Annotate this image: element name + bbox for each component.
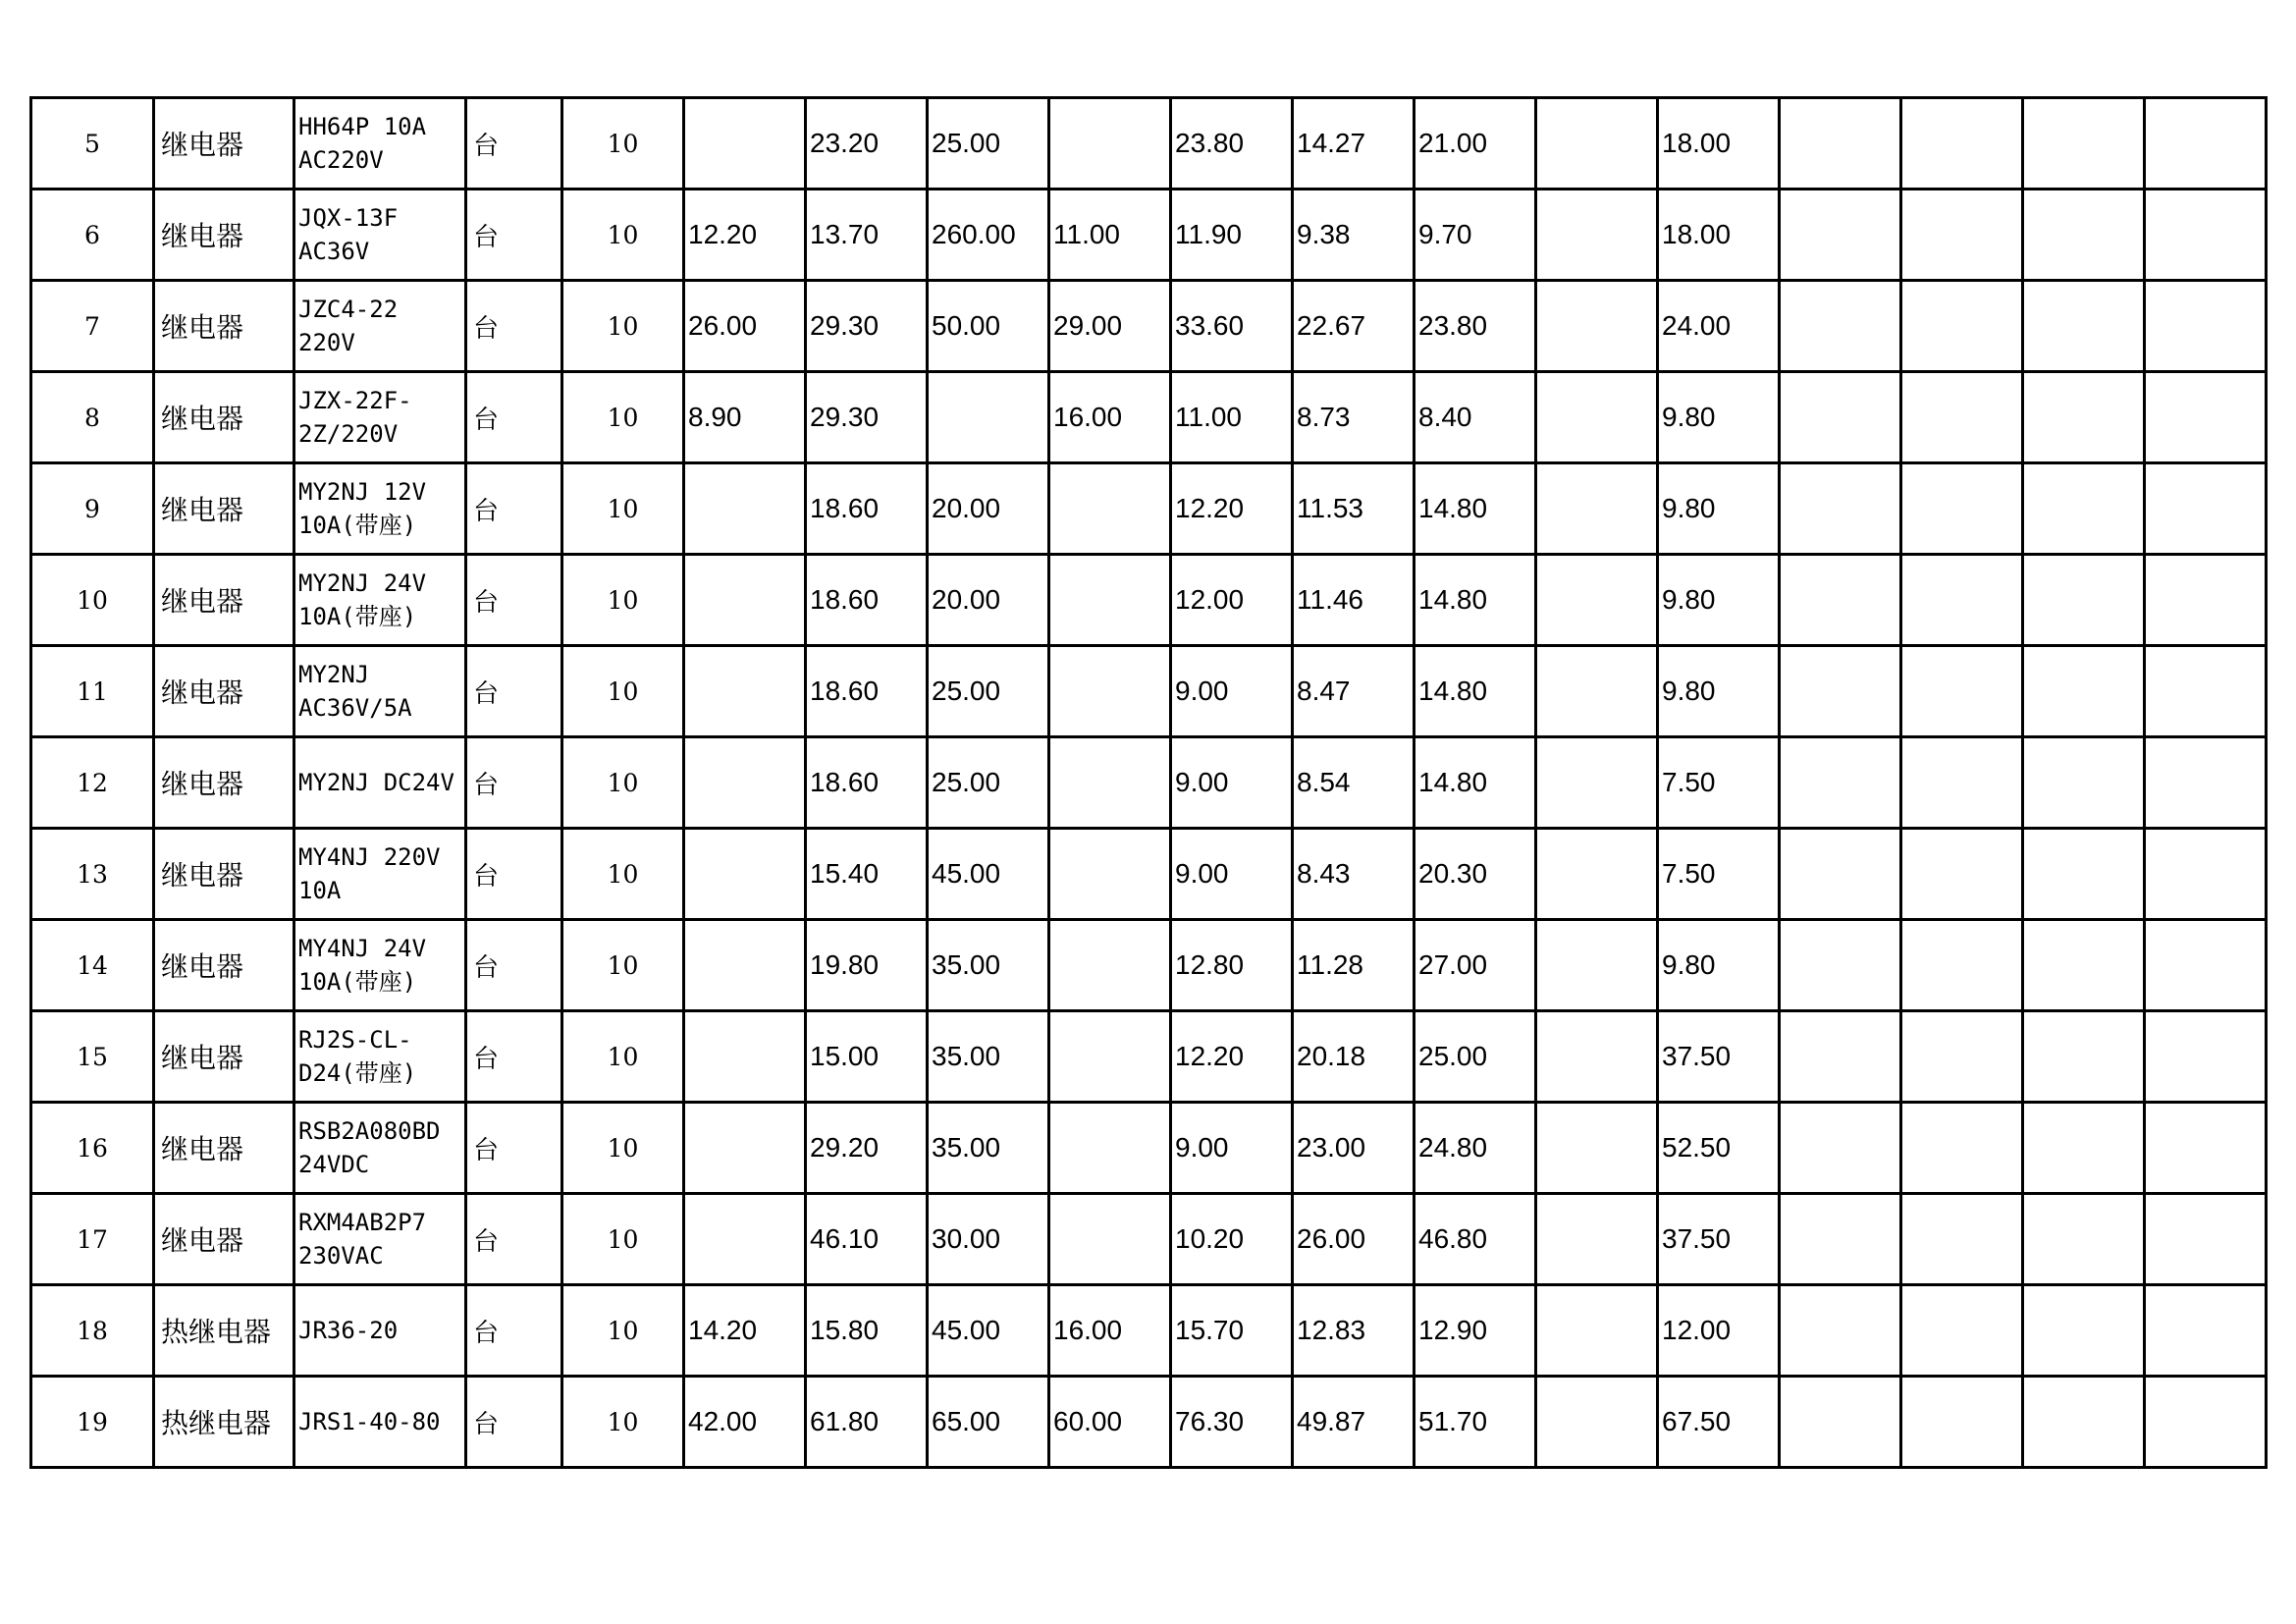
model-cell: RJ2S-CL- D24(带座) xyxy=(294,1011,466,1103)
price-cell: 20.30 xyxy=(1415,829,1536,920)
price-cell xyxy=(1780,1103,1901,1194)
price-cell xyxy=(684,1103,806,1194)
table-row xyxy=(31,1285,2267,1377)
price-cell xyxy=(1780,1011,1901,1103)
price-cell xyxy=(1780,189,1901,281)
price-cell: 9.00 xyxy=(1171,646,1293,737)
quantity-cell: 10 xyxy=(562,1285,684,1377)
price-cell: 8.47 xyxy=(1293,646,1415,737)
price-cell xyxy=(2145,463,2267,555)
unit-cell: 台 xyxy=(466,1194,562,1285)
price-cell: 18.00 xyxy=(1658,189,1780,281)
price-cell xyxy=(1536,98,1658,189)
price-cell: 7.50 xyxy=(1658,737,1780,829)
table-row xyxy=(31,463,2267,555)
price-cell: 15.70 xyxy=(1171,1285,1293,1377)
price-cell: 15.40 xyxy=(806,829,928,920)
quantity-cell: 10 xyxy=(562,920,684,1011)
price-cell: 12.20 xyxy=(1171,463,1293,555)
quantity-cell: 10 xyxy=(562,463,684,555)
price-cell xyxy=(2023,463,2145,555)
unit-cell: 台 xyxy=(466,1011,562,1103)
price-cell xyxy=(1780,555,1901,646)
price-cell: 14.80 xyxy=(1415,555,1536,646)
row-number-cell: 5 xyxy=(31,98,154,189)
price-cell xyxy=(1049,1194,1171,1285)
price-cell xyxy=(1536,555,1658,646)
price-cell: 35.00 xyxy=(928,1011,1049,1103)
price-cell: 27.00 xyxy=(1415,920,1536,1011)
price-cell: 33.60 xyxy=(1171,281,1293,372)
price-cell: 14.27 xyxy=(1293,98,1415,189)
price-cell xyxy=(1901,463,2023,555)
price-cell: 14.20 xyxy=(684,1285,806,1377)
price-cell: 19.80 xyxy=(806,920,928,1011)
price-cell: 18.60 xyxy=(806,737,928,829)
price-cell xyxy=(1049,1103,1171,1194)
price-cell: 16.00 xyxy=(1049,372,1171,463)
quantity-cell: 10 xyxy=(562,372,684,463)
model-cell: HH64P 10A AC220V xyxy=(294,98,466,189)
price-cell xyxy=(1536,1011,1658,1103)
model-cell: MY2NJ 24V 10A(带座) xyxy=(294,555,466,646)
price-cell xyxy=(1536,1285,1658,1377)
price-cell: 26.00 xyxy=(684,281,806,372)
price-cell xyxy=(1049,646,1171,737)
price-cell: 29.30 xyxy=(806,281,928,372)
model-cell: MY2NJ AC36V/5A xyxy=(294,646,466,737)
price-cell: 9.00 xyxy=(1171,829,1293,920)
price-cell xyxy=(2145,646,2267,737)
price-cell: 9.80 xyxy=(1658,646,1780,737)
quantity-cell: 10 xyxy=(562,555,684,646)
price-cell xyxy=(1536,829,1658,920)
price-cell xyxy=(2023,1377,2145,1468)
price-cell: 12.90 xyxy=(1415,1285,1536,1377)
quantity-cell: 10 xyxy=(562,281,684,372)
price-cell xyxy=(1780,1285,1901,1377)
price-cell xyxy=(1780,646,1901,737)
price-cell xyxy=(1901,372,2023,463)
price-cell: 24.00 xyxy=(1658,281,1780,372)
price-cell xyxy=(1049,463,1171,555)
unit-cell: 台 xyxy=(466,281,562,372)
price-cell: 24.80 xyxy=(1415,1103,1536,1194)
price-cell xyxy=(1901,1103,2023,1194)
price-cell xyxy=(2145,1285,2267,1377)
unit-cell: 台 xyxy=(466,98,562,189)
price-cell xyxy=(1901,1377,2023,1468)
price-cell: 29.20 xyxy=(806,1103,928,1194)
price-cell xyxy=(1780,737,1901,829)
row-number-cell: 16 xyxy=(31,1103,154,1194)
table-row xyxy=(31,646,2267,737)
price-cell: 21.00 xyxy=(1415,98,1536,189)
price-cell: 20.00 xyxy=(928,555,1049,646)
price-cell: 45.00 xyxy=(928,1285,1049,1377)
row-number-cell: 6 xyxy=(31,189,154,281)
price-cell xyxy=(1049,737,1171,829)
price-cell xyxy=(684,98,806,189)
price-cell xyxy=(1780,98,1901,189)
price-cell xyxy=(684,1011,806,1103)
price-cell xyxy=(684,1194,806,1285)
table-row xyxy=(31,281,2267,372)
price-cell: 60.00 xyxy=(1049,1377,1171,1468)
model-cell: RXM4AB2P7 230VAC xyxy=(294,1194,466,1285)
model-cell: JRS1-40-80 xyxy=(294,1377,466,1468)
price-cell: 9.00 xyxy=(1171,1103,1293,1194)
unit-cell: 台 xyxy=(466,1285,562,1377)
price-cell: 26.00 xyxy=(1293,1194,1415,1285)
price-cell: 37.50 xyxy=(1658,1011,1780,1103)
price-cell xyxy=(2023,1285,2145,1377)
price-cell xyxy=(2023,1194,2145,1285)
table-row xyxy=(31,372,2267,463)
model-cell: MY2NJ 12V 10A(带座) xyxy=(294,463,466,555)
price-cell xyxy=(1049,920,1171,1011)
price-cell xyxy=(1901,189,2023,281)
price-cell: 15.00 xyxy=(806,1011,928,1103)
price-cell xyxy=(2145,920,2267,1011)
quantity-cell: 10 xyxy=(562,829,684,920)
price-cell: 29.30 xyxy=(806,372,928,463)
price-cell xyxy=(1536,1103,1658,1194)
price-cell: 23.20 xyxy=(806,98,928,189)
unit-cell: 台 xyxy=(466,920,562,1011)
price-cell xyxy=(1901,920,2023,1011)
unit-cell: 台 xyxy=(466,463,562,555)
item-name-cell: 继电器 xyxy=(154,281,294,372)
quantity-cell: 10 xyxy=(562,189,684,281)
price-cell: 12.80 xyxy=(1171,920,1293,1011)
quantity-cell: 10 xyxy=(562,1103,684,1194)
item-name-cell: 继电器 xyxy=(154,1103,294,1194)
model-cell: MY4NJ 24V 10A(带座) xyxy=(294,920,466,1011)
price-cell: 46.80 xyxy=(1415,1194,1536,1285)
unit-cell: 台 xyxy=(466,1103,562,1194)
price-cell: 18.60 xyxy=(806,463,928,555)
price-cell: 8.90 xyxy=(684,372,806,463)
price-cell: 67.50 xyxy=(1658,1377,1780,1468)
item-name-cell: 继电器 xyxy=(154,555,294,646)
item-name-cell: 继电器 xyxy=(154,1194,294,1285)
price-cell: 8.54 xyxy=(1293,737,1415,829)
price-cell xyxy=(2145,555,2267,646)
quantity-cell: 10 xyxy=(562,737,684,829)
quantity-cell: 10 xyxy=(562,1377,684,1468)
price-cell: 12.83 xyxy=(1293,1285,1415,1377)
price-cell: 10.20 xyxy=(1171,1194,1293,1285)
quantity-cell: 10 xyxy=(562,1194,684,1285)
table-row xyxy=(31,98,2267,189)
price-cell: 12.00 xyxy=(1171,555,1293,646)
price-cell: 25.00 xyxy=(928,737,1049,829)
price-cell xyxy=(1536,1194,1658,1285)
unit-cell: 台 xyxy=(466,737,562,829)
price-cell xyxy=(1780,1377,1901,1468)
price-cell: 260.00 xyxy=(928,189,1049,281)
price-cell: 30.00 xyxy=(928,1194,1049,1285)
price-cell xyxy=(1049,555,1171,646)
price-cell: 9.80 xyxy=(1658,920,1780,1011)
price-cell: 61.80 xyxy=(806,1377,928,1468)
table-row xyxy=(31,737,2267,829)
price-cell xyxy=(2145,829,2267,920)
price-cell xyxy=(1536,372,1658,463)
price-cell: 20.18 xyxy=(1293,1011,1415,1103)
unit-cell: 台 xyxy=(466,189,562,281)
price-cell: 76.30 xyxy=(1171,1377,1293,1468)
price-cell: 42.00 xyxy=(684,1377,806,1468)
price-cell: 65.00 xyxy=(928,1377,1049,1468)
table-row xyxy=(31,1103,2267,1194)
price-cell: 9.38 xyxy=(1293,189,1415,281)
row-number-cell: 13 xyxy=(31,829,154,920)
row-number-cell: 10 xyxy=(31,555,154,646)
price-cell: 9.00 xyxy=(1171,737,1293,829)
price-cell: 18.60 xyxy=(806,646,928,737)
row-number-cell: 17 xyxy=(31,1194,154,1285)
price-cell: 7.50 xyxy=(1658,829,1780,920)
price-cell: 18.00 xyxy=(1658,98,1780,189)
model-cell: MY2NJ DC24V xyxy=(294,737,466,829)
price-cell xyxy=(1901,98,2023,189)
price-cell: 23.00 xyxy=(1293,1103,1415,1194)
price-cell xyxy=(2023,1011,2145,1103)
price-cell: 12.20 xyxy=(684,189,806,281)
price-cell: 11.28 xyxy=(1293,920,1415,1011)
row-number-cell: 9 xyxy=(31,463,154,555)
unit-cell: 台 xyxy=(466,646,562,737)
price-cell: 11.00 xyxy=(1171,372,1293,463)
price-cell xyxy=(1780,372,1901,463)
price-cell: 23.80 xyxy=(1171,98,1293,189)
price-cell: 14.80 xyxy=(1415,463,1536,555)
price-cell xyxy=(2023,920,2145,1011)
item-name-cell: 继电器 xyxy=(154,189,294,281)
price-cell: 14.80 xyxy=(1415,646,1536,737)
item-name-cell: 继电器 xyxy=(154,372,294,463)
price-cell xyxy=(2023,737,2145,829)
price-cell xyxy=(1901,646,2023,737)
price-cell xyxy=(2145,98,2267,189)
price-cell: 15.80 xyxy=(806,1285,928,1377)
price-cell: 9.80 xyxy=(1658,463,1780,555)
price-cell xyxy=(1780,920,1901,1011)
price-cell xyxy=(2145,1377,2267,1468)
price-cell: 11.46 xyxy=(1293,555,1415,646)
price-cell: 16.00 xyxy=(1049,1285,1171,1377)
row-number-cell: 18 xyxy=(31,1285,154,1377)
price-cell xyxy=(1049,829,1171,920)
price-cell: 11.00 xyxy=(1049,189,1171,281)
item-name-cell: 继电器 xyxy=(154,737,294,829)
quantity-cell: 10 xyxy=(562,646,684,737)
price-table xyxy=(29,96,2268,1469)
row-number-cell: 14 xyxy=(31,920,154,1011)
price-cell: 51.70 xyxy=(1415,1377,1536,1468)
price-cell: 9.70 xyxy=(1415,189,1536,281)
price-cell xyxy=(1901,555,2023,646)
unit-cell: 台 xyxy=(466,555,562,646)
price-cell: 9.80 xyxy=(1658,555,1780,646)
price-cell: 11.53 xyxy=(1293,463,1415,555)
price-cell xyxy=(1049,1011,1171,1103)
row-number-cell: 11 xyxy=(31,646,154,737)
model-cell: JR36-20 xyxy=(294,1285,466,1377)
table-row xyxy=(31,920,2267,1011)
price-cell: 20.00 xyxy=(928,463,1049,555)
price-cell xyxy=(1536,189,1658,281)
item-name-cell: 热继电器 xyxy=(154,1377,294,1468)
model-cell: JZX-22F- 2Z/220V xyxy=(294,372,466,463)
price-cell xyxy=(2145,1194,2267,1285)
price-cell xyxy=(1901,737,2023,829)
price-cell xyxy=(928,372,1049,463)
price-cell xyxy=(1536,281,1658,372)
model-cell: RSB2A080BD 24VDC xyxy=(294,1103,466,1194)
model-cell: JZC4-22 220V xyxy=(294,281,466,372)
price-cell xyxy=(684,829,806,920)
price-cell xyxy=(2145,281,2267,372)
price-cell: 45.00 xyxy=(928,829,1049,920)
item-name-cell: 继电器 xyxy=(154,829,294,920)
quantity-cell: 10 xyxy=(562,1011,684,1103)
price-cell: 12.20 xyxy=(1171,1011,1293,1103)
price-cell: 37.50 xyxy=(1658,1194,1780,1285)
table-row xyxy=(31,1377,2267,1468)
price-cell xyxy=(1780,463,1901,555)
quantity-cell: 10 xyxy=(562,98,684,189)
price-cell xyxy=(1780,1194,1901,1285)
price-cell: 25.00 xyxy=(928,98,1049,189)
price-cell xyxy=(1536,737,1658,829)
price-cell xyxy=(2023,98,2145,189)
price-cell: 22.67 xyxy=(1293,281,1415,372)
price-cell xyxy=(2023,1103,2145,1194)
price-cell: 18.60 xyxy=(806,555,928,646)
price-cell xyxy=(1536,920,1658,1011)
price-cell xyxy=(1049,98,1171,189)
price-cell: 23.80 xyxy=(1415,281,1536,372)
price-cell xyxy=(684,463,806,555)
table-row xyxy=(31,829,2267,920)
price-cell xyxy=(684,555,806,646)
price-cell: 8.73 xyxy=(1293,372,1415,463)
price-cell xyxy=(684,646,806,737)
price-cell: 14.80 xyxy=(1415,737,1536,829)
price-cell xyxy=(2023,189,2145,281)
row-number-cell: 19 xyxy=(31,1377,154,1468)
price-cell xyxy=(2023,555,2145,646)
model-cell: JQX-13F AC36V xyxy=(294,189,466,281)
price-cell: 52.50 xyxy=(1658,1103,1780,1194)
unit-cell: 台 xyxy=(466,829,562,920)
price-cell: 8.43 xyxy=(1293,829,1415,920)
price-cell xyxy=(684,920,806,1011)
price-cell xyxy=(2023,829,2145,920)
price-cell xyxy=(1901,1194,2023,1285)
table-row xyxy=(31,189,2267,281)
unit-cell: 台 xyxy=(466,1377,562,1468)
table-body xyxy=(31,98,2267,1468)
price-cell: 8.40 xyxy=(1415,372,1536,463)
price-cell xyxy=(2145,189,2267,281)
price-cell: 25.00 xyxy=(1415,1011,1536,1103)
row-number-cell: 15 xyxy=(31,1011,154,1103)
item-name-cell: 热继电器 xyxy=(154,1285,294,1377)
item-name-cell: 继电器 xyxy=(154,98,294,189)
price-cell xyxy=(1780,281,1901,372)
item-name-cell: 继电器 xyxy=(154,463,294,555)
price-cell: 13.70 xyxy=(806,189,928,281)
price-cell xyxy=(1901,1285,2023,1377)
price-cell xyxy=(2145,737,2267,829)
row-number-cell: 8 xyxy=(31,372,154,463)
model-cell: MY4NJ 220V 10A xyxy=(294,829,466,920)
price-cell xyxy=(1901,829,2023,920)
price-cell: 29.00 xyxy=(1049,281,1171,372)
price-cell: 35.00 xyxy=(928,920,1049,1011)
row-number-cell: 12 xyxy=(31,737,154,829)
price-cell xyxy=(2145,1103,2267,1194)
price-cell: 12.00 xyxy=(1658,1285,1780,1377)
price-cell: 46.10 xyxy=(806,1194,928,1285)
price-cell xyxy=(1536,646,1658,737)
table-row xyxy=(31,1194,2267,1285)
price-cell xyxy=(2023,281,2145,372)
price-cell xyxy=(2145,372,2267,463)
price-cell xyxy=(1536,1377,1658,1468)
price-cell xyxy=(2023,646,2145,737)
item-name-cell: 继电器 xyxy=(154,646,294,737)
price-cell xyxy=(1901,1011,2023,1103)
table-row xyxy=(31,1011,2267,1103)
price-cell: 9.80 xyxy=(1658,372,1780,463)
price-cell xyxy=(684,737,806,829)
item-name-cell: 继电器 xyxy=(154,1011,294,1103)
price-cell xyxy=(1536,463,1658,555)
item-name-cell: 继电器 xyxy=(154,920,294,1011)
row-number-cell: 7 xyxy=(31,281,154,372)
price-cell xyxy=(2023,372,2145,463)
price-cell: 25.00 xyxy=(928,646,1049,737)
price-cell: 49.87 xyxy=(1293,1377,1415,1468)
price-cell xyxy=(1780,829,1901,920)
price-cell: 35.00 xyxy=(928,1103,1049,1194)
unit-cell: 台 xyxy=(466,372,562,463)
table-row xyxy=(31,555,2267,646)
price-cell: 50.00 xyxy=(928,281,1049,372)
price-cell xyxy=(2145,1011,2267,1103)
price-cell xyxy=(1901,281,2023,372)
price-cell: 11.90 xyxy=(1171,189,1293,281)
